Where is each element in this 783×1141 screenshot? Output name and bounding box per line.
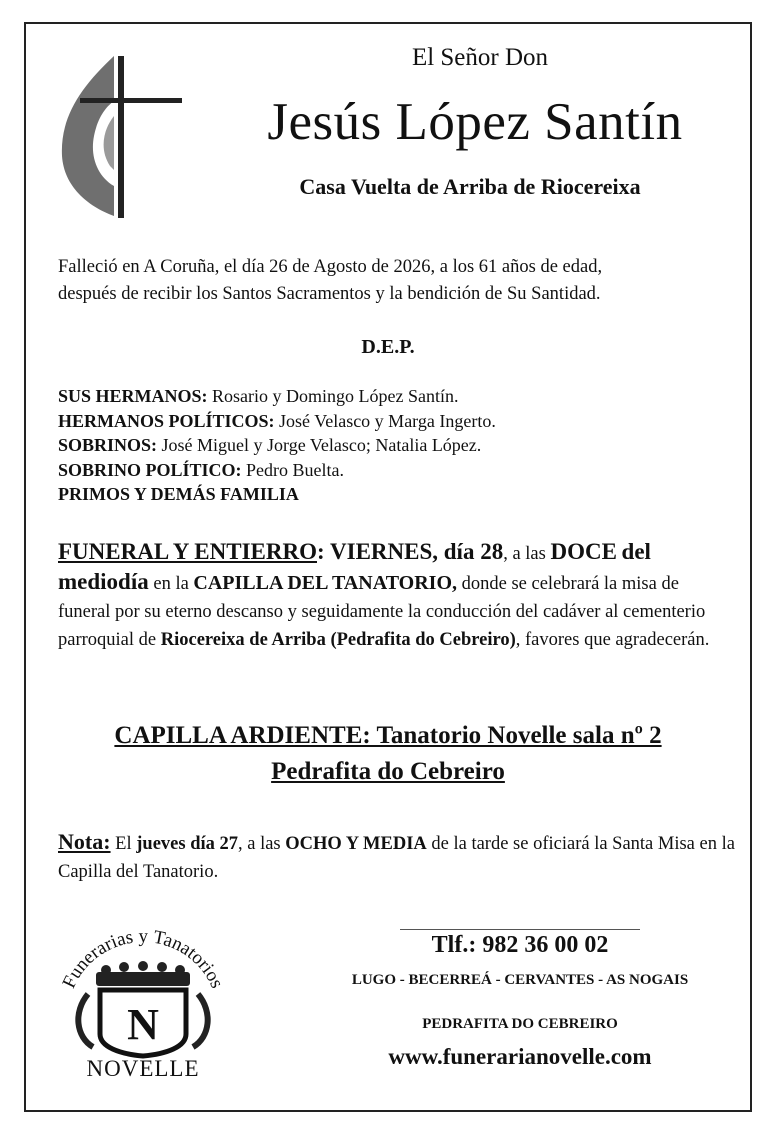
family-label: PRIMOS Y DEMÁS FAMILIA	[58, 484, 299, 504]
funeral-text-2: en la	[148, 574, 194, 594]
family-label: SUS HERMANOS:	[58, 386, 208, 406]
family-names: Rosario y Domingo López Santín.	[207, 386, 459, 406]
divider	[400, 929, 640, 930]
house-name: Casa Vuelta de Arriba de Riocereixa	[299, 174, 641, 199]
capilla-ardiente	[24, 718, 752, 790]
family-row	[58, 409, 738, 434]
funeral-colon: :	[317, 539, 325, 564]
funeral-time-2: del mediodía	[58, 539, 651, 594]
nota-paragraph	[58, 828, 738, 886]
funeral-text-3: donde se celebrará la misa de funeral por su eterno descanso y seguidamente la conducción del cadáver al cementerio parroquial de	[58, 574, 706, 650]
phone-number: Tlf.: 982 36 00 02	[431, 932, 609, 958]
funeral-cemetery: Riocereixa de Arriba (Pedrafita do Cebreiro)	[160, 630, 516, 650]
funeral-paragraph	[58, 538, 728, 654]
website-link[interactable]: www.funerarianovelle.com	[388, 1044, 652, 1069]
nota-text-1: El	[110, 834, 137, 854]
cities-list: LUGO - BECERREÁ - CERVANTES - AS NOGAIS	[351, 972, 689, 988]
family-row	[58, 482, 738, 507]
nota-text-2: , a las	[238, 834, 286, 854]
logo-name: NOVELLE	[86, 1056, 200, 1081]
capilla-line-2: Pedrafita do Cebreiro	[271, 758, 505, 785]
family-names: José Miguel y Jorge Velasco; Natalia López.	[157, 435, 482, 455]
laurel-left-icon	[78, 994, 93, 1047]
family-label: SOBRINOS:	[58, 435, 158, 455]
death-line-2: después de recibir los Santos Sacramentos y la bendición de Su Santidad.	[58, 284, 601, 304]
funeral-day: VIERNES, día 28	[324, 539, 504, 564]
dep-label: D.E.P.	[361, 336, 415, 358]
nota-day: jueves día 27	[136, 834, 238, 854]
nota-label: Nota:	[58, 829, 111, 854]
death-line-1: Falleció en A Coruña, el día 26 de Agosto de 2026, a los 61 años de edad,	[58, 257, 603, 277]
funeral-text-1: , a las	[503, 544, 551, 564]
city-pedrafita: PEDRAFITA DO CEBREIRO	[422, 1016, 618, 1032]
logo-letter: N	[127, 1000, 159, 1049]
funeral-time: DOCE	[550, 539, 617, 564]
family-label: SOBRINO POLÍTICO:	[58, 459, 242, 480]
honorific: El Señor Don	[411, 44, 549, 71]
funeral-label: FUNERAL Y ENTIERRO	[58, 539, 317, 564]
funeral-place: CAPILLA DEL TANATORIO,	[193, 572, 458, 594]
family-row	[58, 384, 738, 409]
family-label: HERMANOS POLÍTICOS:	[58, 410, 275, 431]
nota-text-3: de la tarde se oficiará la Santa Misa en la Capilla del Tanatorio.	[58, 834, 735, 882]
family-row	[58, 458, 738, 483]
family-names: José Velasco y Marga Ingerto.	[274, 410, 496, 431]
family-row	[58, 433, 738, 458]
family-list	[58, 384, 738, 507]
crown-icon	[96, 972, 190, 986]
cross-icon	[52, 46, 187, 224]
death-notice	[58, 254, 738, 308]
logo-arc-text: Funerarias y Tanatorios	[58, 925, 228, 992]
nota-time: OCHO Y MEDIA	[285, 834, 427, 854]
funeral-text-4: , favores que agradecerán.	[515, 630, 710, 650]
laurel-right-icon	[193, 994, 208, 1047]
capilla-line-1: CAPILLA ARDIENTE: Tanatorio Novelle sala nº 2	[114, 722, 662, 749]
family-names: Pedro Buelta.	[241, 459, 345, 480]
deceased-name: Jesús López Santín	[267, 93, 683, 151]
